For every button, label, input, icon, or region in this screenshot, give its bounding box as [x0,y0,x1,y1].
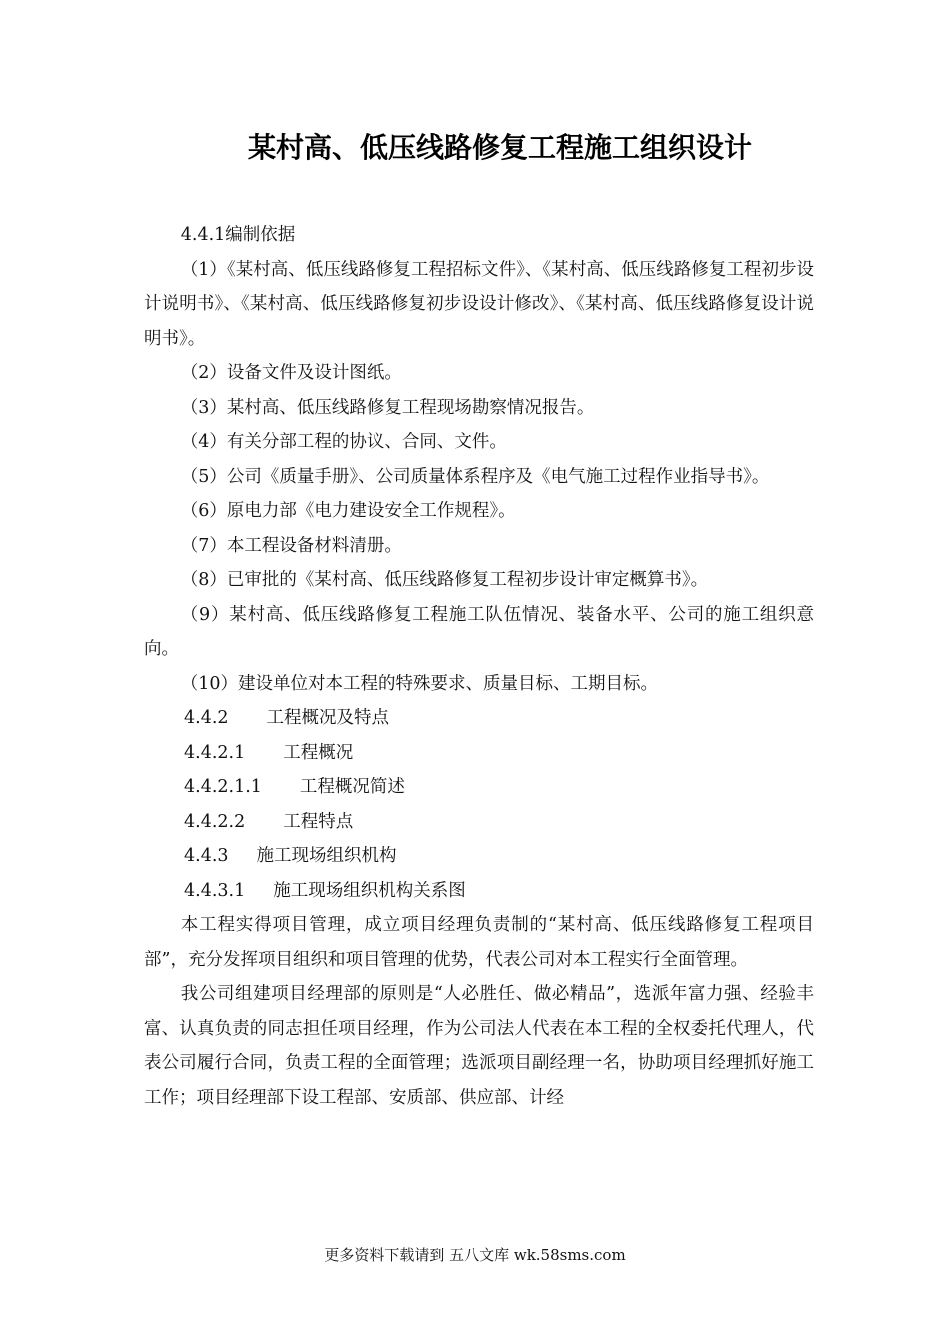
section-heading [144,874,814,909]
document-body [144,218,814,1115]
body-paragraph: 本工程实得项目管理，成立项目经理负责制的“某村高、低压线路修复工程项目部”，充分发挥项目组织和项目管理的优势，代表公司对本工程实行全面管理。 [144,915,814,970]
document-title: 某村高、低压线路修复工程施工组织设计 [248,131,753,164]
basis-item-8: （8）已审批的《某村高、低压线路修复工程初步设计审定概算书》。 [180,570,709,590]
section-heading [144,770,814,805]
page-footer: 更多资料下载请到 五八文库 wk.58sms.com [324,1246,626,1264]
section-heading [144,805,814,840]
basis-item-2: （2）设备文件及设计图纸。 [180,363,402,383]
section-number: 4.4.2.2 [184,811,246,832]
basis-item-5: （5）公司《质量手册》、公司质量体系程序及《电气施工过程作业指导书》。 [180,466,770,487]
section-number: 4.4.3.1 [184,880,246,901]
section-title: 工程特点 [283,811,354,832]
section-number: 4.4.3 [184,846,229,866]
section-number: 4.4.2.1 [184,742,246,763]
basis-item-6: （6）原电力部《电力建设安全工作规程》。 [180,501,516,521]
basis-item-10: （10）建设单位对本工程的特殊要求、质量目标、工期目标。 [180,673,659,694]
section-heading [144,839,814,874]
basis-item-1: （1）《某村高、低压线路修复工程招标文件》、《某村高、低压线路修复工程初步设计说明书》、《某村高、低压线路修复初步设设计修改》、《某村高、低压线路修复设计说明书》。 [144,259,814,349]
section-heading [144,701,814,736]
section-heading-4-4-1: 4.4.1编制依据 [180,225,296,245]
basis-item-9: （9）某村高、低压线路修复工程施工队伍情况、装备水平、公司的施工组织意向。 [144,604,814,659]
section-heading [144,736,814,771]
section-title: 工程概况 [283,742,354,763]
section-number: 4.4.2.1.1 [184,777,262,797]
section-title: 施工现场组织机构关系图 [273,880,466,901]
section-title: 工程概况及特点 [266,708,390,728]
section-number: 4.4.2 [184,708,229,728]
basis-item-7: （7）本工程设备材料清册。 [180,535,402,556]
basis-item-3: （3）某村高、低压线路修复工程现场勘察情况报告。 [180,397,595,418]
section-title: 工程概况简述 [299,777,405,797]
basis-item-4: （4）有关分部工程的协议、合同、文件。 [180,432,507,452]
section-title: 施工现场组织机构 [256,846,397,866]
body-paragraph: 我公司组建项目经理部的原则是“人必胜任、做必精品”，选派年富力强、经验丰富、认真负责的同志担任项目经理，作为公司法人代表在本工程的全权委托代理人，代表公司履行合同，负责工程的全面管理；选派项目副经理一名，协助项目经理抓好施工工作；项目经理部下设工程部、安质部、供应部、计经 [144,984,814,1108]
